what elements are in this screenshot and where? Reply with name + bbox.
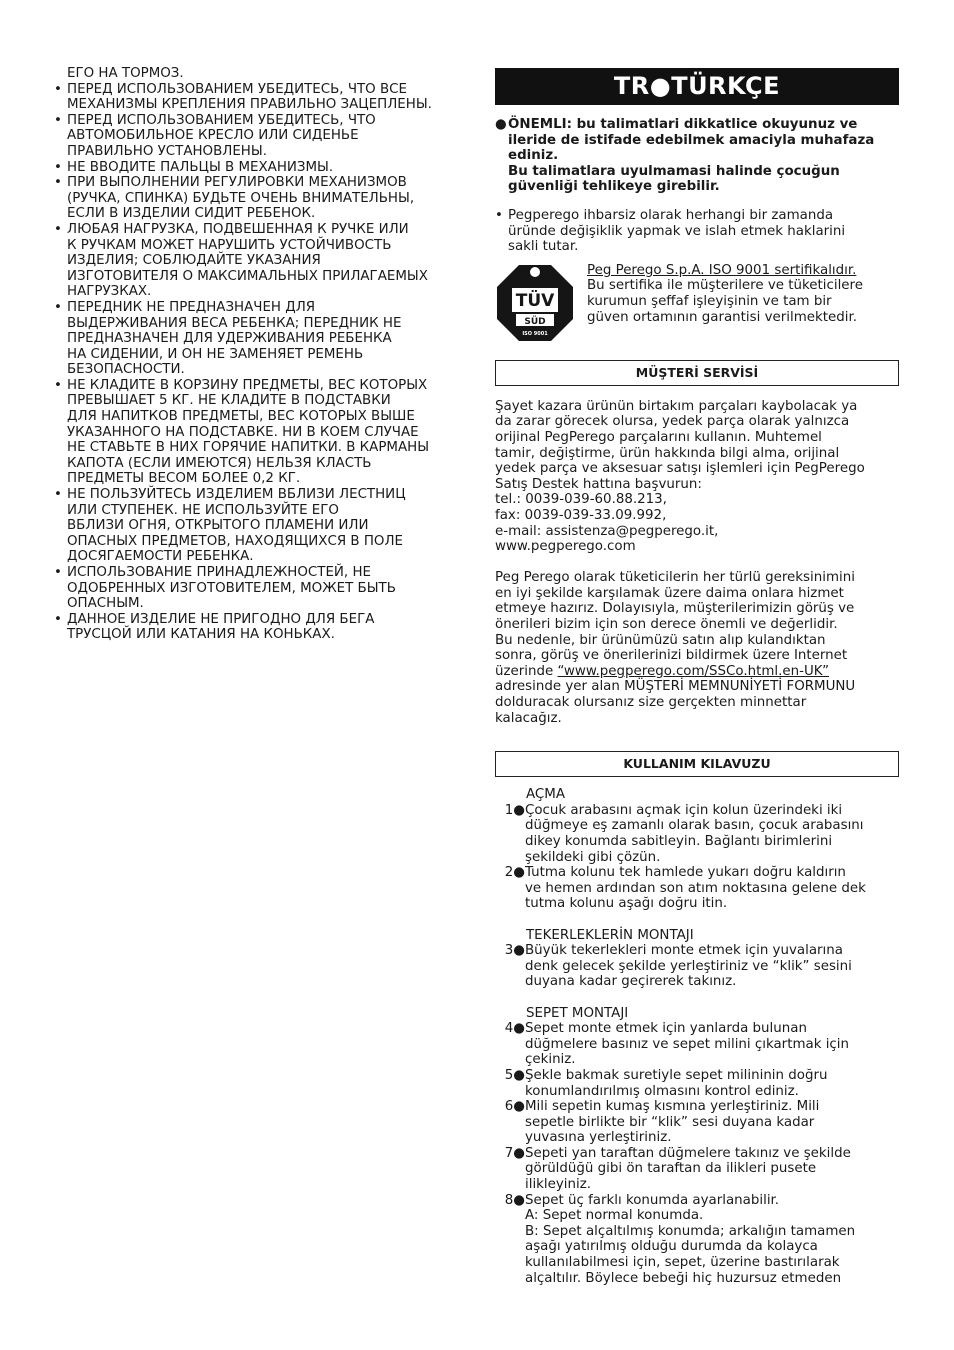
rights-notice (495, 208, 899, 255)
certification-line: Peg Perego S.p.A. ISO 9001 sertifikalıdır. (587, 262, 857, 278)
step-line: sepetle birlikte bir “klik” sesi duyana kadar (525, 1114, 815, 1130)
step-line: Sepeti yan taraftan düğmelere takınız ve şekilde (525, 1145, 851, 1161)
warning-line: НАГРУЗКАХ. (67, 284, 152, 300)
feedback-line: adresinde yer alan MÜŞTERİ MEMNUNİYETİ FORMUNU (495, 679, 856, 695)
step-number: 1● (504, 802, 525, 818)
bullet-icon: • (54, 299, 62, 315)
bullet-icon: • (54, 112, 62, 128)
tuv-iso-logo (495, 263, 575, 343)
warning-list-item (54, 378, 462, 487)
warning-line: ПРИ ВЫПОЛНЕНИИ РЕГУЛИРОВКИ МЕХАНИЗМОВ (67, 175, 407, 191)
bullet-icon: • (495, 207, 503, 223)
step-line: Tutma kolunu tek hamlede yukarı doğru kaldırın (525, 865, 846, 881)
certification-line: güven ortamının garantisi verilmektedir. (587, 309, 857, 325)
feedback-link[interactable]: “www.pegperego.com/SSCo.html.en-UK” (557, 663, 830, 679)
step-number: 4● (504, 1021, 525, 1037)
rights-line: üründe değişiklik yapmak ve islah etmek haklarini (508, 223, 846, 239)
step-line: Mili sepetin kumaş kısmına yerleştiriniz. Mili (525, 1099, 820, 1115)
warning-line: ВЫДЕРЖИВАНИЯ ВЕСА РЕБЕНКА; ПЕРЕДНИК НЕ (67, 315, 402, 331)
manual-step (495, 865, 899, 912)
feedback-line: etmeye hazırız. Dolayısıyla, müşterilerimizin görüş ve (495, 601, 855, 617)
bullet-icon: • (54, 611, 62, 627)
step-line: ve hemen ardından son atım noktasına gelene dek (525, 880, 866, 896)
warning-line: ПЕРЕД ИСПОЛЬЗОВАНИЕМ УБЕДИТЕСЬ, ЧТО ВСЕ (67, 81, 407, 97)
step-number: 2● (504, 865, 525, 881)
bullet-icon: ● (495, 117, 507, 132)
warning-line: ПРЕДНАЗНАЧЕН ДЛЯ УДЕРЖИВАНИЯ РЕБЕНКА (67, 331, 392, 347)
feedback-line: Bu nedenle, bir ürünümüzü satın alıp kulandıktan (495, 632, 826, 648)
warning-list-item (54, 222, 462, 300)
warning-list-item (54, 487, 462, 565)
feedback-line: en iyi şekilde karşılamak üzere daima onlara hizmet (495, 585, 844, 601)
step-line: çekiniz. (525, 1052, 576, 1068)
warning-line: ПРАВИЛЬНО УСТАНОВЛЕНЫ. (67, 143, 267, 159)
warning-line: ИЗДЕЛИЯ; СОБЛЮДАЙТЕ УКАЗАНИЯ (67, 253, 321, 269)
step-line: kullanılabilmesi için, sepet, üzerine bastırılarak (525, 1255, 840, 1271)
step-line: şekildeki gibi çözün. (525, 849, 661, 865)
manual-section-heading: SEPET MONTAJI (526, 1005, 629, 1021)
step-line: Sepet monte etmek için yanlarda bulunan (525, 1021, 807, 1037)
step-line: aşağı yatırılmış olduğu durumda da kolayca (525, 1239, 818, 1255)
step-line: tutma kolunu aşağı doğru itin. (525, 896, 728, 912)
warning-line: БЕЗОПАСНОСТИ. (67, 362, 185, 378)
step-number: 3● (504, 943, 525, 959)
important-line: ileride de istifade edebilmek amaciyla muhafaza (508, 132, 875, 148)
lead-line: ЕГО НА ТОРМОЗ. (67, 66, 184, 81)
warning-line: ИСПОЛЬЗОВАНИЕ ПРИНАДЛЕЖНОСТЕЙ, НЕ (67, 565, 371, 580)
feedback-link-prefix: üzerinde (495, 663, 558, 679)
manual-step (495, 1099, 899, 1146)
important-notice (495, 117, 899, 195)
step-line: düğmelere basınız ve sepet milini çıkartmak için (525, 1036, 849, 1052)
step-line: Şekle bakmak suretiyle sepet milininin doğru (525, 1067, 828, 1083)
warning-list-item (54, 612, 462, 643)
customer-service-title: MÜŞTERİ SERVİSİ (495, 360, 899, 386)
user-manual-title: KULLANIM KILAVUZU (495, 751, 899, 777)
service-line: www.pegperego.com (495, 539, 636, 555)
warning-line: ДОСЯГАЕМОСТИ РЕБЕНКА. (67, 549, 254, 565)
bullet-icon: • (54, 81, 62, 97)
bullet-icon: • (54, 565, 62, 580)
service-line: yedek parça ve aksesuar satışı işlemleri için PegPerego (495, 461, 865, 477)
bullet-icon: • (54, 221, 62, 237)
step-line: Büyük tekerlekleri monte etmek için yuvalarına (525, 943, 843, 959)
svg-text:ISO 9001: ISO 9001 (522, 330, 548, 337)
certification-line: Bu sertifika ile müşterilere ve tüketicilere (587, 278, 863, 294)
warning-line: НЕ ПОЛЬЗУЙТЕСЬ ИЗДЕЛИЕМ ВБЛИЗИ ЛЕСТНИЦ (67, 487, 406, 503)
warning-line: АВТОМОБИЛЬНОЕ КРЕСЛО ИЛИ СИДЕНЬЕ (67, 128, 359, 144)
warning-line: ЛЮБАЯ НАГРУЗКА, ПОДВЕШЕННАЯ К РУЧКЕ ИЛИ (67, 221, 409, 237)
step-line: duyana kadar geçirerek takınız. (525, 974, 737, 990)
warning-line: НЕ ВВОДИТЕ ПАЛЬЦЫ В МЕХАНИЗМЫ. (67, 159, 334, 175)
warning-line: ОПАСНЫМ. (67, 596, 144, 612)
warning-line: ИЛИ СТУПЕНЕК. НЕ ИСПОЛЬЗУЙТЕ ЕГО (67, 502, 339, 518)
warning-line: ПРЕВЫШАЕТ 5 КГ. НЕ КЛАДИТЕ В ПОДСТАВКИ (67, 393, 391, 409)
warning-list-item (54, 175, 462, 222)
service-line: da zarar görecek olursa, yedek parça olarak yalnızca (495, 414, 850, 430)
warning-line: ТРУСЦОЙ ИЛИ КАТАНИЯ НА КОНЬКАХ. (67, 627, 335, 643)
feedback-line: sonra, görüş ve önerilerinizi bildirmek üzere Internet (495, 648, 848, 664)
service-line: tel.: 0039-039-60.88.213, (495, 492, 667, 508)
step-line: Çocuk arabasını açmak için kolun üzerindeki iki (525, 802, 843, 818)
warning-line: ДЛЯ НАПИТКОВ ПРЕДМЕТЫ, ВЕС КОТОРЫХ ВЫШЕ (67, 409, 415, 425)
step-line: ilikleyiniz. (525, 1177, 592, 1193)
feedback-line: kalacağız. (495, 710, 562, 726)
service-line: e-mail: assistenza@pegperego.it, (495, 523, 719, 539)
language-header: TR●TÜRKÇE (495, 68, 899, 105)
step-number: 8● (504, 1192, 525, 1208)
warning-line: ВБЛИЗИ ОГНЯ, ОТКРЫТОГО ПЛАМЕНИ ИЛИ (67, 518, 369, 534)
rights-line: Pegperego ihbarsiz olarak herhangi bir zamanda (508, 207, 834, 223)
step-line: dikey konumda sabitleyin. Bağlantı birimlerini (525, 834, 833, 849)
step-line: alçaltılır. Böylece bebeği hiç huzursuz etmeden (525, 1270, 842, 1286)
warning-line: ПЕРЕД ИСПОЛЬЗОВАНИЕМ УБЕДИТЕСЬ, ЧТО (67, 112, 376, 128)
important-line: ediniz. (508, 148, 559, 164)
warning-line: НЕ СТАВЬТЕ В НИХ ГОРЯЧИЕ НАПИТКИ. В КАРМАНЫ (67, 440, 430, 456)
bullet-icon: • (54, 175, 62, 191)
service-line: Şayet kazara ürünün birtakım parçaları kaybolacak ya (495, 398, 858, 414)
bullet-icon: • (54, 377, 62, 393)
warning-list-item (54, 565, 462, 612)
warning-line: МЕХАНИЗМЫ КРЕПЛЕНИЯ ПРАВИЛЬНО ЗАЦЕПЛЕНЫ. (67, 97, 432, 113)
important-line: güvenliği tehlikeye girebilir. (508, 179, 720, 195)
svg-text:TÜV: TÜV (515, 290, 555, 311)
manual-steps (495, 787, 899, 1286)
feedback-text (495, 570, 899, 726)
warning-list-item (54, 82, 462, 113)
warning-line: ДАННОЕ ИЗДЕЛИЕ НЕ ПРИГОДНО ДЛЯ БЕГА (67, 611, 375, 627)
warning-line: ОДОБРЕННЫХ ИЗГОТОВИТЕЛЕМ, МОЖЕТ БЫТЬ (67, 580, 396, 596)
warning-line: КАПОТА (ЕСЛИ ИМЕЮТСЯ) НЕЛЬЗЯ КЛАСТЬ (67, 455, 372, 471)
certification-line: kurumun şeffaf işleyişinin ve tam bir (587, 293, 832, 309)
svg-text:SÜD: SÜD (524, 316, 546, 327)
step-line: görüldüğü gibi ön taraftan da ilikleri pusete (525, 1161, 817, 1177)
manual-step (495, 943, 899, 990)
warning-line: ОПАСНЫХ ПРЕДМЕТОВ, НАХОДЯЩИХСЯ В ПОЛЕ (67, 533, 403, 549)
manual-section-heading: AÇMA (526, 787, 565, 803)
certification-text (587, 263, 863, 325)
warning-line: (РУЧКА, СПИНКА) БУДЬТЕ ОЧЕНЬ ВНИМАТЕЛЬНЫ, (67, 190, 415, 206)
step-line: A: Sepet normal konumda. (525, 1208, 704, 1224)
step-number: 7● (504, 1145, 525, 1161)
warning-line: УКАЗАННОГО НА ПОДСТАВКЕ. НИ В КОЕМ СЛУЧАЕ (67, 424, 419, 440)
warning-line: ПРЕДМЕТЫ ВЕСОМ БОЛЕЕ 0,2 КГ. (67, 471, 301, 487)
step-line: denk gelecek şekilde yerleştiriniz ve “klik” sesini (525, 958, 852, 974)
warning-line: ПЕРЕДНИК НЕ ПРЕДНАЗНАЧЕН ДЛЯ (67, 299, 316, 315)
left-column (54, 66, 462, 643)
step-number: 5● (504, 1067, 525, 1083)
service-line: orijinal PegPerego parçalarını kullanın. Muhtemel (495, 429, 822, 445)
warning-list-item (54, 113, 462, 160)
important-line: ÖNEMLI: bu talimatlari dikkatlice okuyunuz ve (508, 117, 858, 132)
service-line: fax: 0039-039-33.09.992, (495, 507, 667, 523)
bullet-icon: • (54, 159, 62, 175)
warning-line: ЕСЛИ В ИЗДЕЛИИ СИДИТ РЕБЕНОК. (67, 206, 316, 222)
service-line: Satış Destek hattına başvurun: (495, 476, 702, 492)
customer-service-text (495, 399, 899, 555)
step-line: Sepet üç farklı konumda ayarlanabilir. (525, 1192, 780, 1208)
warning-list-item (54, 160, 462, 176)
right-column (495, 68, 899, 1286)
step-number: 6● (504, 1099, 525, 1115)
feedback-line: önerileri bizim için son derece önemli ve değerlidir. (495, 617, 838, 633)
manual-step (495, 1021, 899, 1068)
step-line: B: Sepet alçaltılmış konumda; arkalığın tamamen (525, 1223, 856, 1239)
step-line: düğmeye eş zamanlı olarak basın, çocuk arabasını (525, 818, 864, 834)
certification-block (495, 263, 899, 343)
rights-line: sakli tutar. (508, 239, 579, 255)
service-line: tamir, değiştirme, ürün hakkında bilgi alma, orijinal (495, 445, 840, 461)
manual-step (495, 1068, 899, 1099)
warning-line: НА СИДЕНИИ, И ОН НЕ ЗАМЕНЯЕТ РЕМЕНЬ (67, 346, 364, 362)
manual-step (495, 1146, 899, 1193)
step-line: konumlandırılmış olmasını kontrol ediniz. (525, 1083, 799, 1099)
warning-line: ИЗГОТОВИТЕЛЯ О МАКСИМАЛЬНЫХ ПРИЛАГАЕМЫХ (67, 268, 428, 284)
manual-step (495, 803, 899, 865)
manual-section-heading: TEKERLEKLERİN MONTAJI (526, 927, 694, 943)
manual-step (495, 1193, 899, 1287)
warning-line: К РУЧКАМ МОЖЕТ НАРУШИТЬ УСТОЙЧИВОСТЬ (67, 237, 392, 253)
feedback-line: dolduracak olursanız size gerçekten minnettar (495, 695, 807, 711)
feedback-line: Peg Perego olarak tüketicilerin her türlü gereksinimini (495, 570, 855, 586)
warning-list-item (54, 300, 462, 378)
bullet-icon: • (54, 487, 62, 503)
important-line: Bu talimatlara uyulmamasi halinde çocuğun (508, 163, 840, 179)
warning-line: НЕ КЛАДИТЕ В КОРЗИНУ ПРЕДМЕТЫ, ВЕС КОТОРЫХ (67, 377, 428, 393)
step-line: yuvasına yerleştiriniz. (525, 1130, 672, 1146)
